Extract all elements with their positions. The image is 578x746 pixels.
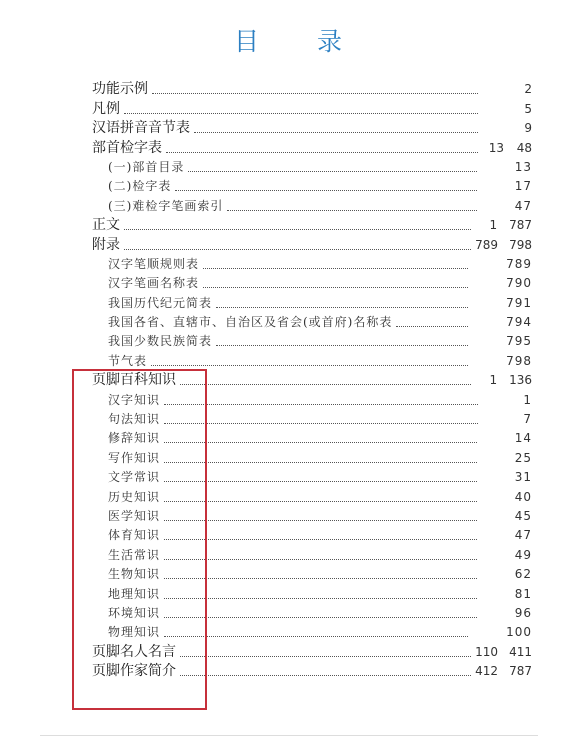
entry-label: 功能示例 — [92, 81, 148, 98]
end-page: 31 — [514, 470, 532, 485]
entry-label: 句法知识 — [108, 412, 161, 427]
dot-leader — [164, 423, 478, 424]
toc-subentry — [92, 254, 532, 273]
end-page: 787 — [509, 664, 532, 679]
end-page: 45 — [514, 508, 532, 523]
dot-leader — [203, 268, 468, 269]
dot-leader — [216, 307, 468, 308]
end-page: 62 — [514, 567, 532, 582]
page-range — [481, 198, 532, 215]
page-range — [482, 392, 532, 409]
dot-leader — [164, 404, 478, 405]
toc-entry — [92, 234, 532, 253]
toc-entry — [92, 79, 532, 98]
page-range — [481, 178, 532, 195]
dot-leader — [151, 365, 468, 366]
entry-label: 页脚作家简介 — [92, 663, 176, 680]
end-page: 96 — [514, 605, 532, 620]
page-range — [481, 527, 532, 544]
start-page: 412 — [475, 664, 498, 679]
dot-leader — [164, 520, 477, 521]
end-page: 49 — [514, 547, 532, 562]
end-page: 1 — [523, 392, 532, 407]
entry-label: (一)部首目录 — [108, 159, 185, 174]
page-range — [472, 333, 532, 350]
page-range — [475, 644, 532, 661]
end-page: 14 — [514, 431, 532, 446]
dot-leader — [180, 656, 471, 657]
page-range — [481, 450, 532, 467]
page-range — [481, 489, 532, 506]
start-page: 110 — [475, 644, 498, 659]
page-edge-line — [40, 735, 538, 736]
start-page: 13 — [488, 140, 504, 155]
dot-leader — [203, 287, 468, 288]
page-range — [475, 372, 532, 389]
end-page: 794 — [506, 315, 532, 330]
end-page: 40 — [514, 489, 532, 504]
entry-label: 我国少数民族简表 — [108, 334, 213, 349]
page-range — [481, 159, 532, 176]
entry-label: 汉字笔画名称表 — [108, 276, 200, 291]
dot-leader — [164, 559, 477, 560]
dot-leader — [175, 190, 476, 191]
entry-label: 写作知识 — [108, 450, 161, 465]
end-page: 13 — [514, 159, 532, 174]
toc-entry — [92, 137, 532, 156]
entry-label: 页脚百科知识 — [92, 372, 176, 389]
dot-leader — [180, 384, 471, 385]
dot-leader — [188, 171, 476, 172]
dot-leader — [164, 636, 468, 637]
end-page: 25 — [514, 450, 532, 465]
toc-subentry — [92, 331, 532, 350]
entry-label: 汉字知识 — [108, 392, 161, 407]
toc-subentry — [92, 176, 532, 195]
page-range — [475, 217, 532, 234]
highlight-box — [72, 369, 207, 710]
entry-label: 地理知识 — [108, 586, 161, 601]
toc-entry — [92, 98, 532, 117]
dot-leader — [164, 617, 477, 618]
page-range — [481, 566, 532, 583]
page-range — [472, 624, 532, 641]
end-page: 789 — [506, 256, 532, 271]
page-range — [472, 275, 532, 292]
end-page: 47 — [514, 528, 532, 543]
toc-subentry — [92, 312, 532, 331]
toc-subentry — [92, 350, 532, 369]
title-char-1: 目 — [233, 27, 261, 56]
dot-leader — [216, 345, 468, 346]
toc-entry — [92, 118, 532, 137]
entry-label: 生活常识 — [108, 547, 161, 562]
end-page: 81 — [514, 586, 532, 601]
entry-label: 医学知识 — [108, 508, 161, 523]
page-range — [482, 120, 532, 137]
dot-leader — [396, 326, 468, 327]
entry-label: 物理知识 — [108, 625, 161, 640]
page-range — [481, 605, 532, 622]
dot-leader — [164, 501, 477, 502]
dot-leader — [164, 539, 477, 540]
page-range — [481, 430, 532, 447]
page-range — [472, 314, 532, 331]
end-page: 795 — [506, 334, 532, 349]
dot-leader — [164, 481, 477, 482]
dot-leader — [124, 113, 478, 114]
end-page: 5 — [524, 101, 532, 116]
page-title — [0, 22, 578, 58]
entry-label: 附录 — [92, 236, 120, 253]
entry-label: 部首检字表 — [92, 139, 162, 156]
entry-label: 体育知识 — [108, 528, 161, 543]
end-page: 798 — [509, 237, 532, 252]
end-page: 47 — [514, 198, 532, 213]
dot-leader — [180, 675, 471, 676]
dot-leader — [164, 442, 477, 443]
end-page: 791 — [506, 295, 532, 310]
entry-label: 环境知识 — [108, 605, 161, 620]
toc-subentry — [92, 273, 532, 292]
entry-label: (二)检字表 — [108, 179, 172, 194]
page-range — [481, 586, 532, 603]
end-page: 136 — [509, 373, 532, 388]
dot-leader — [124, 249, 471, 250]
end-page: 798 — [506, 353, 532, 368]
entry-label: 汉字笔顺规则表 — [108, 256, 200, 271]
dot-leader — [124, 229, 471, 230]
page-range — [475, 663, 532, 680]
page-range — [482, 140, 532, 157]
dot-leader — [194, 132, 478, 133]
entry-label: 文学常识 — [108, 470, 161, 485]
dot-leader — [164, 578, 477, 579]
end-page: 787 — [509, 218, 532, 233]
page-range — [481, 469, 532, 486]
toc-subentry — [92, 292, 532, 311]
toc-subentry — [92, 195, 532, 214]
end-page: 411 — [509, 644, 532, 659]
end-page: 9 — [524, 121, 532, 136]
entry-label: 页脚名人名言 — [92, 643, 176, 660]
entry-label: 生物知识 — [108, 567, 161, 582]
dot-leader — [166, 152, 478, 153]
entry-label: 历史知识 — [108, 489, 161, 504]
start-page: 1 — [489, 218, 498, 233]
entry-label: 正文 — [92, 217, 120, 234]
dot-leader — [164, 462, 477, 463]
dot-leader — [227, 210, 476, 211]
page-range — [475, 237, 532, 254]
toc-entry — [92, 215, 532, 234]
end-page: 17 — [514, 179, 532, 194]
entry-label: 修辞知识 — [108, 431, 161, 446]
end-page: 48 — [516, 140, 532, 155]
start-page: 1 — [489, 373, 498, 388]
entry-label: 我国各省、直辖市、自治区及省会(或首府)名称表 — [108, 315, 393, 330]
dot-leader — [152, 93, 478, 94]
page-range — [472, 353, 532, 370]
page-range — [482, 411, 532, 428]
entry-label: 汉语拼音音节表 — [92, 120, 190, 137]
page-range — [481, 547, 532, 564]
end-page: 2 — [524, 82, 532, 97]
entry-label: (三)难检字笔画索引 — [108, 198, 224, 213]
entry-label: 我国历代纪元简表 — [108, 295, 213, 310]
page-range — [481, 508, 532, 525]
toc-subentry — [92, 157, 532, 176]
end-page: 7 — [523, 412, 532, 427]
page-range — [472, 256, 532, 273]
dot-leader — [164, 598, 477, 599]
start-page: 789 — [475, 237, 498, 252]
end-page: 100 — [506, 625, 532, 640]
page-range — [482, 101, 532, 118]
entry-label: 凡例 — [92, 100, 120, 117]
title-char-2: 录 — [317, 27, 345, 56]
page-range — [482, 81, 532, 98]
page-range — [472, 295, 532, 312]
end-page: 790 — [506, 276, 532, 291]
entry-label: 节气表 — [108, 353, 148, 368]
